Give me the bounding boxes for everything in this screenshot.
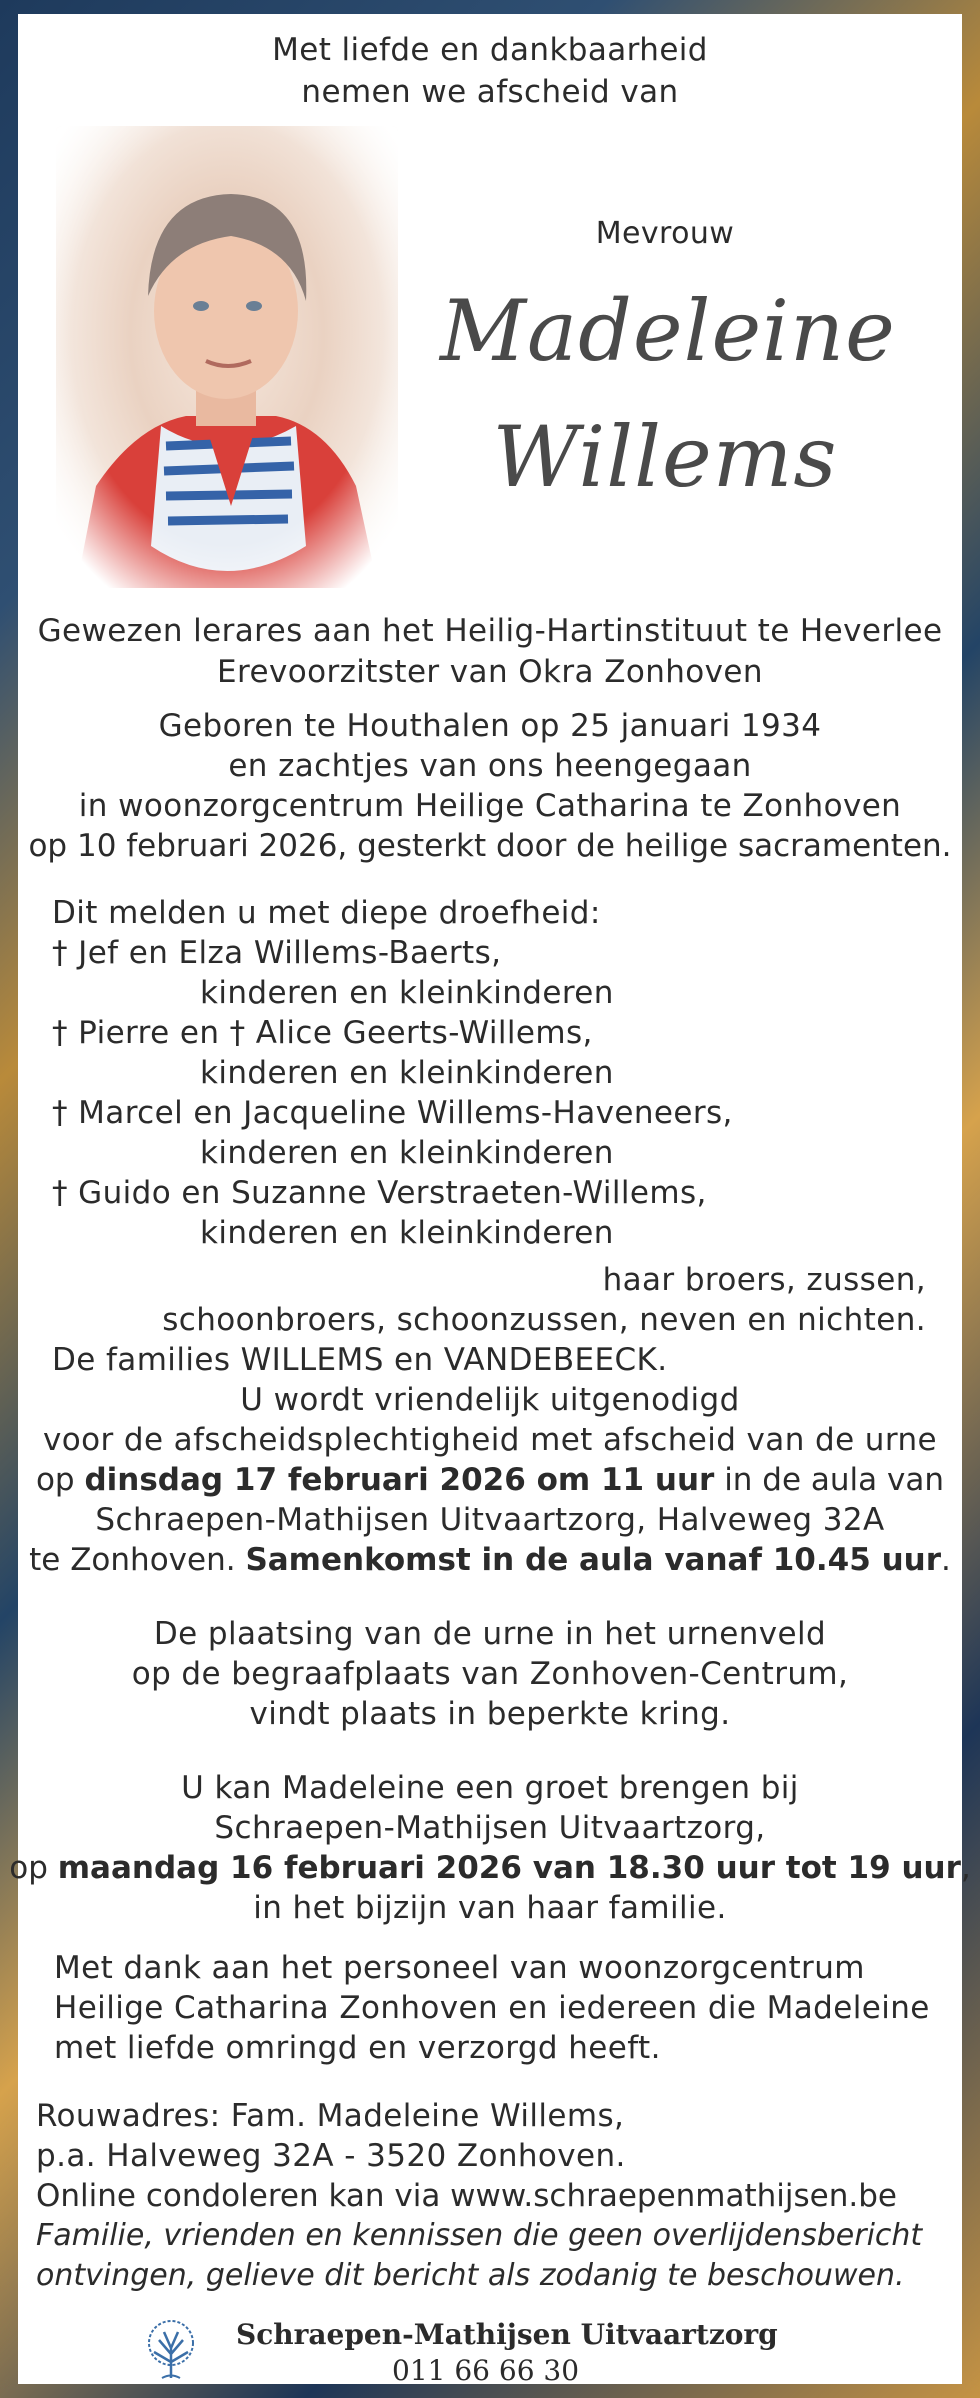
honorific: Mevrouw [595, 216, 735, 251]
ceremony-date: dinsdag 17 februari 2026 om 11 uur [84, 1462, 715, 1498]
family-entry-4: † Guido en Suzanne Verstraeten-Willems, [52, 1175, 707, 1211]
contact-line-3: Online condoleren kan via www.schraepenmathijsen.be [36, 2178, 898, 2214]
ceremony-line-4: Schraepen-Mathijsen Uitvaartzorg, Halveweg 32A [95, 1502, 885, 1538]
family-entry-1: † Jef en Elza Willems-Baerts, [52, 935, 502, 971]
ceremony-line-5: te Zonhoven. Samenkomst in de aula vanaf 10.45 uur. [29, 1542, 951, 1578]
thanks-line-1: Met dank aan het personeel van woonzorgcentrum [54, 1950, 865, 1986]
portrait-photo [56, 126, 398, 588]
role-line-2: Erevoorzitster van Okra Zonhoven [217, 654, 763, 690]
tree-icon [142, 2318, 200, 2380]
footer-company: Schraepen-Mathijsen Uitvaartzorg [236, 2318, 778, 2351]
urn-line-2: op de begraafplaats van Zonhoven-Centrum, [131, 1656, 849, 1692]
gathering-time: Samenkomst in de aula vanaf 10.45 uur [245, 1542, 942, 1578]
urn-line-3: vindt plaats in beperkte kring. [249, 1696, 731, 1732]
intro-line-2: nemen we afscheid van [301, 74, 679, 110]
contact-line-2: p.a. Halveweg 32A - 3520 Zonhoven. [36, 2138, 626, 2174]
urn-line-1: De plaatsing van de urne in het urnenveld [153, 1616, 827, 1652]
birth-line-3: in woonzorgcentrum Heilige Catharina te Zonhoven [78, 788, 902, 824]
ceremony-line-2: voor de afscheidsplechtigheid met afscheid van de urne [43, 1422, 937, 1458]
birth-line-4: op 10 februari 2026, gesterkt door de heilige sacramenten. [28, 828, 952, 864]
contact-line-4: Familie, vrienden en kennissen die geen overlijdensbericht [36, 2218, 923, 2253]
thanks-line-2: Heilige Catharina Zonhoven en iedereen die Madeleine [54, 1990, 930, 2026]
family-entry-3: † Marcel en Jacqueline Willems-Haveneers, [52, 1095, 733, 1131]
family-heading: Dit melden u met diepe droefheid: [52, 895, 601, 931]
thanks-line-3: met liefde omringd en verzorgd heeft. [54, 2030, 661, 2066]
intro-line-1: Met liefde en dankbaarheid [272, 32, 708, 68]
visit-line-2: Schraepen-Mathijsen Uitvaartzorg, [214, 1810, 766, 1846]
families-line: De families WILLEMS en VANDEBEECK. [52, 1342, 668, 1378]
ceremony-line-3: op dinsdag 17 februari 2026 om 11 uur in de aula van [35, 1462, 945, 1498]
role-line-1: Gewezen lerares aan het Heilig-Hartinstituut te Heverlee [37, 613, 943, 649]
visit-line-1: U kan Madeleine een groet brengen bij [181, 1770, 799, 1806]
contact-line-1: Rouwadres: Fam. Madeleine Willems, [36, 2098, 625, 2134]
footer-phone: 011 66 66 30 [392, 2354, 580, 2387]
last-name: Willems [492, 408, 838, 506]
birth-line-1: Geboren te Houthalen op 25 januari 1934 [158, 708, 822, 744]
family-entry-1-sub: kinderen en kleinkinderen [200, 975, 614, 1011]
visit-line-4: in het bijzijn van haar familie. [253, 1890, 727, 1926]
family-entry-4-sub: kinderen en kleinkinderen [200, 1215, 614, 1251]
first-name: Madeleine [440, 282, 896, 380]
contact-line-5: ontvingen, gelieve dit bericht als zodanig te beschouwen. [36, 2258, 905, 2293]
visit-date: maandag 16 februari 2026 van 18.30 uur tot 19 uur [57, 1850, 961, 1886]
visit-line-3: op maandag 16 februari 2026 van 18.30 uur tot 19 uur, [9, 1850, 971, 1886]
relatives-line-2: schoonbroers, schoonzussen, neven en nichten. [162, 1302, 926, 1338]
birth-line-2: en zachtjes van ons heengegaan [228, 748, 752, 784]
relatives-line-1: haar broers, zussen, [602, 1262, 926, 1298]
ceremony-line-1: U wordt vriendelijk uitgenodigd [240, 1382, 740, 1418]
family-entry-2: † Pierre en † Alice Geerts-Willems, [52, 1015, 593, 1051]
family-entry-2-sub: kinderen en kleinkinderen [200, 1055, 614, 1091]
family-entry-3-sub: kinderen en kleinkinderen [200, 1135, 614, 1171]
